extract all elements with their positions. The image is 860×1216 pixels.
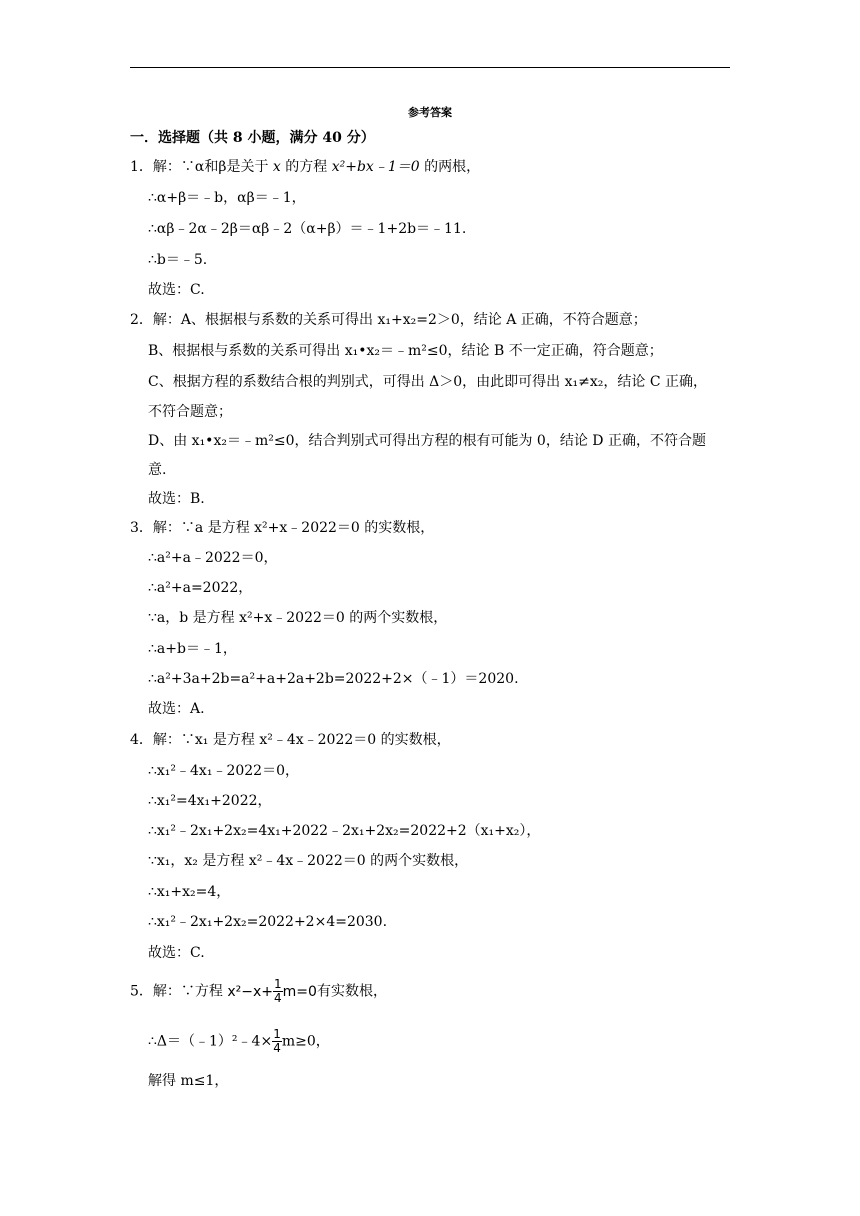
- fraction: $\frac{1}{4}$: [273, 1027, 281, 1055]
- q1-line-3: ∴αβ﹣2α﹣2β＝αβ﹣2（α+β）＝﹣1+2b＝﹣11.: [148, 221, 467, 237]
- q4-line-5: ∵x₁，x₂ 是方程 x²﹣4x﹣2022＝0 的两个实数根，: [148, 853, 469, 869]
- header-rule: [130, 67, 730, 68]
- q5-line-2: ∴Δ＝（﹣1）²﹣4× $\frac{1}{4}$ m≥0，: [148, 1027, 330, 1055]
- q5-line-3: 解得 m≤1，: [148, 1073, 229, 1089]
- q2-line-5: D、由 x₁•x₂＝﹣m²≤0，结合判别式可得出方程的根有可能为 0，结论 D 正确，不符合题: [148, 433, 706, 449]
- page-title: 参考答案: [408, 106, 452, 119]
- q2-line-1: 2．解：A、根据根与系数的关系可得出 x₁+x₂=2＞0，结论 A 正确，不符合题意；: [130, 312, 647, 328]
- q4-line-2: ∴x₁²﹣4x₁﹣2022＝0，: [148, 763, 299, 779]
- q3-line-1: 3．解：∵a 是方程 x²+x﹣2022＝0 的实数根，: [130, 520, 435, 536]
- q1-line-4: ∴b＝﹣5.: [148, 252, 208, 268]
- q1-answer: 故选：C.: [148, 282, 205, 298]
- q3-answer: 故选：A.: [148, 701, 205, 717]
- fraction: $\frac{1}{4}$: [274, 977, 282, 1005]
- q3-line-2: ∴a²+a﹣2022＝0，: [148, 550, 278, 566]
- q2-answer: 故选：B.: [148, 491, 205, 507]
- q4-line-4: ∴x₁²﹣2x₁+2x₂=4x₁+2022﹣2x₁+2x₂=2022+2（x₁+x₂），: [148, 823, 541, 839]
- q3-line-6: ∴a²+3a+2b=a²+a+2a+2b=2022+2×（﹣1）＝2020.: [148, 671, 519, 687]
- q1-line-1: 1．解：∵α和β是关于 x 的方程 x²+bx﹣1＝0 的两根，: [130, 159, 481, 175]
- q5-equation: x²−x+ $\frac{1}{4}$ m=0: [227, 977, 317, 1005]
- q4-line-3: ∴x₁²=4x₁+2022，: [148, 793, 272, 809]
- q5-line-1: 5．解：∵方程 x²−x+ $\frac{1}{4}$ m=0有实数根，: [130, 977, 387, 1005]
- q4-line-1: 4．解：∵x₁ 是方程 x²﹣4x﹣2022＝0 的实数根，: [130, 732, 451, 748]
- q1-line-2: ∴α+β＝﹣b，αβ＝﹣1，: [148, 190, 306, 206]
- q4-answer: 故选：C.: [148, 945, 205, 961]
- q2-line-2: B、根据根与系数的关系可得出 x₁•x₂＝﹣m²≤0，结论 B 不一定正确，符合题意；: [148, 343, 663, 359]
- q3-line-4: ∵a，b 是方程 x²+x﹣2022＝0 的两个实数根，: [148, 610, 448, 626]
- q2-line-6: 意.: [148, 462, 167, 478]
- section-heading: 一．选择题（共 8 小题，满分 40 分）: [130, 130, 375, 146]
- q2-line-3: C、根据方程的系数结合根的判别式，可得出 Δ＞0，由此即可得出 x₁≠x₂，结论 C 正确，: [148, 374, 707, 390]
- q3-line-3: ∴a²+a=2022，: [148, 580, 253, 596]
- q4-line-6: ∴x₁+x₂=4，: [148, 884, 231, 900]
- q3-line-5: ∴a+b＝﹣1，: [148, 641, 237, 657]
- q4-line-7: ∴x₁²﹣2x₁+2x₂=2022+2×4=2030.: [148, 914, 388, 930]
- q2-line-4: 不符合题意；: [148, 404, 232, 420]
